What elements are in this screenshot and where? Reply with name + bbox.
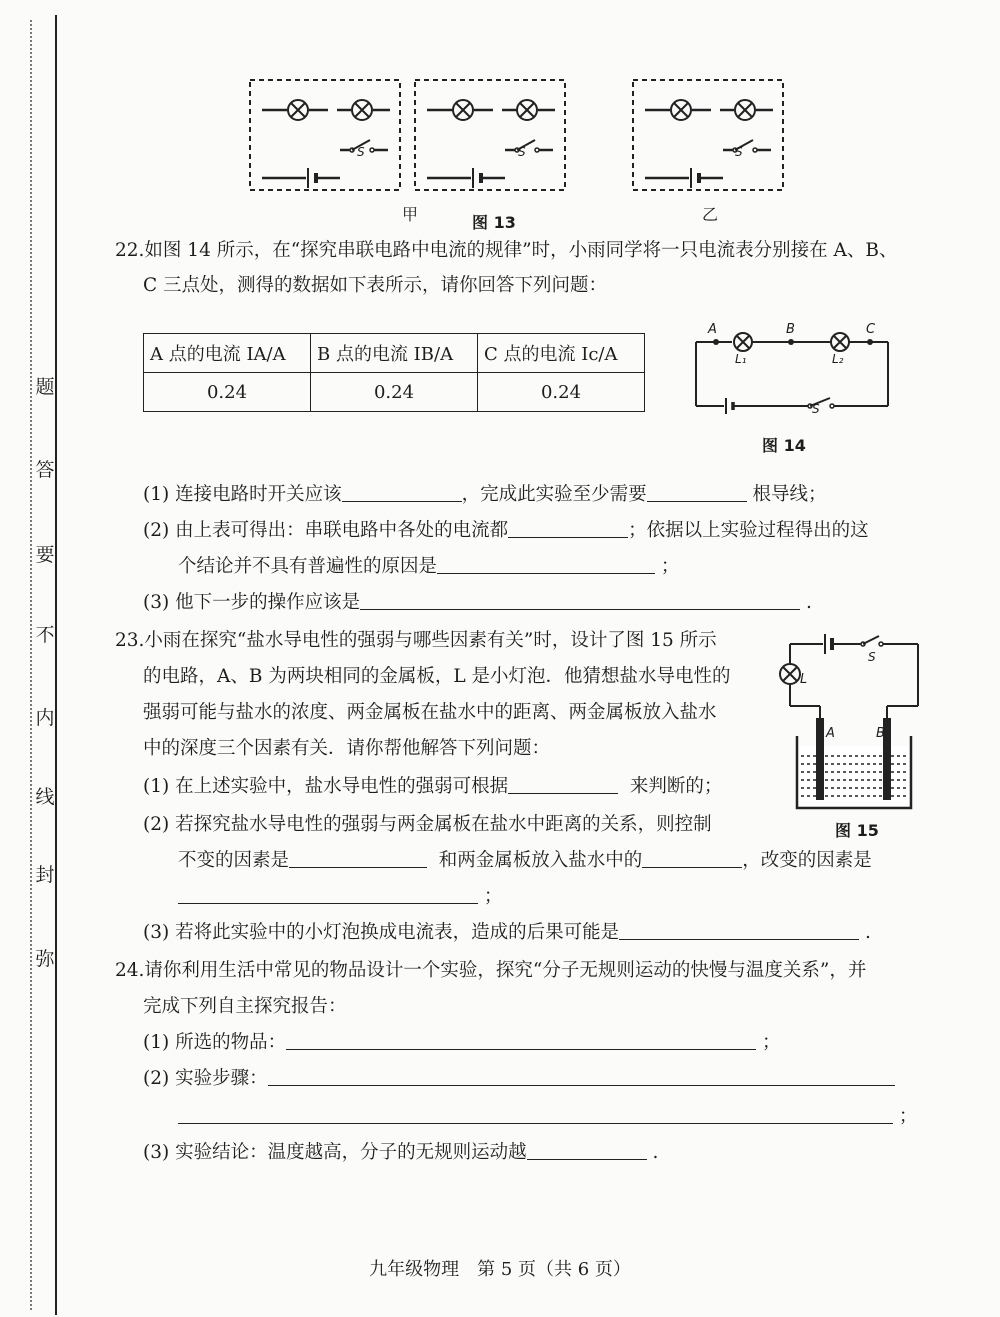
fig13-switch-label: S [518,145,526,159]
answer-blank[interactable] [508,519,628,538]
margin-char: 封 [35,864,55,886]
margin-char: 不 [35,624,55,646]
binding-margin-dots [30,20,32,1310]
answer-blank[interactable] [286,1031,756,1050]
q23-line-1: 23.小雨在探究“盐水导电性的强弱与哪些因素有关”时，设计了图 15 所示 [115,630,717,651]
table-cell: 0.24 [478,373,645,412]
table-header-cell: B 点的电流 IB/A [311,334,478,373]
fig13-label-yi: 乙 [702,205,719,224]
margin-char: 内 [35,707,55,729]
page-footer: 九年级物理 第 5 页（共 6 页） [369,1259,631,1280]
margin-char: 弥 [35,948,55,970]
fig14-caption: 图 14 [762,436,806,455]
table-cell: 0.24 [311,373,478,412]
q22-part-1: (1) 连接电路时开关应该 ，完成此实验至少需要 根导线； [143,484,827,505]
margin-char: 题 [35,376,55,398]
table-row [144,373,645,412]
q23-line-3: 强弱可能与盐水的浓度、两金属板在盐水中的距离、两金属板放入盐水 [143,702,717,723]
table-header-cell: C 点的电流 Ic/A [478,334,645,373]
fig14-lamp-l2: L₂ [832,352,844,366]
answer-blank[interactable] [619,921,859,940]
q23-part-1: (1) 在上述实验中，盐水导电性的强弱可根据 来判断的； [143,776,723,797]
q24-part-2: (2) 实验步骤： [143,1066,895,1092]
figure-13-diagram [240,70,800,200]
q22-line-1: 22.如图 14 所示，在“探究串联电路中电流的规律”时，小雨同学将一只电流表分别接在 A、B、 [115,240,898,261]
q23-part-2: (2) 若探究盐水导电性的强弱与两金属板在盐水中距离的关系，则控制 [143,814,712,835]
q22-line-2: C 三点处，测得的数据如下表所示，请你回答下列问题： [143,275,608,296]
q22-part-2-cont: 个结论并不具有普遍性的原因是 ； [178,556,680,577]
fig15-switch-label: S [868,650,876,664]
q23-line-4: 中的深度三个因素有关．请你帮他解答下列问题： [143,738,551,759]
q22-part-3: (3) 他下一步的操作应该是 . [143,592,812,613]
current-data-table [143,333,645,412]
fig14-point-c: C [866,322,876,337]
answer-blank[interactable] [527,1141,647,1160]
answer-blank[interactable] [360,591,800,610]
fig15-lamp-label: L [800,672,808,687]
answer-blank[interactable] [289,849,427,868]
answer-blank[interactable] [178,885,478,904]
q24-part-1: (1) 所选的物品： ； [143,1032,781,1053]
fig13-caption: 图 13 [472,213,516,232]
answer-blank[interactable] [642,849,742,868]
answer-blank[interactable] [268,1067,895,1086]
answer-blank[interactable] [437,555,655,574]
q22-part-2: (2) 由上表可得出：串联电路中各处的电流都 ；依据以上实验过程得出的这 [143,520,869,541]
fig15-caption: 图 15 [835,821,879,840]
q23-part-2-cont2: ； [178,884,502,910]
q24-line-2: 完成下列自主探究报告： [143,996,347,1017]
answer-blank[interactable] [342,483,462,502]
margin-char: 要 [35,544,55,566]
q24-part-2-cont: ； [178,1104,917,1130]
answer-blank[interactable] [178,1105,893,1124]
fig14-point-a: A [708,322,717,337]
fig15-plate-a: A [826,726,835,741]
answer-blank[interactable] [647,483,747,502]
q23-line-2: 的电路，A、B 为两块相同的金属板，L 是小灯泡．他猜想盐水导电性的 [143,666,731,687]
table-header-row [144,334,645,373]
fig14-switch-label: S [812,402,820,416]
q24-line-1: 24.请你利用生活中常见的物品设计一个实验，探究“分子无规则运动的快慢与温度关系”，并 [115,960,867,981]
q24-part-3: (3) 实验结论：温度越高，分子的无规则运动越 . [143,1142,659,1163]
table-cell: 0.24 [144,373,311,412]
q23-part-2-cont: 不变的因素是 和两金属板放入盐水中的 ，改变的因素是 [178,850,872,871]
fig13-label-jia: 甲 [402,205,419,224]
fig13-switch-label: S [357,145,365,159]
binding-margin-line [55,15,57,1315]
fig14-lamp-l1: L₁ [735,352,747,366]
answer-blank[interactable] [508,775,618,794]
figure-15-diagram [775,628,925,813]
table-header-cell: A 点的电流 IA/A [144,334,311,373]
fig15-plate-b: B [876,726,885,741]
fig13-switch-label: S [735,145,743,159]
q23-part-3: (3) 若将此实验中的小灯泡换成电流表，造成的后果可能是 . [143,922,871,943]
margin-char: 线 [35,786,55,808]
margin-char: 答 [35,459,55,481]
fig14-point-b: B [786,322,795,337]
